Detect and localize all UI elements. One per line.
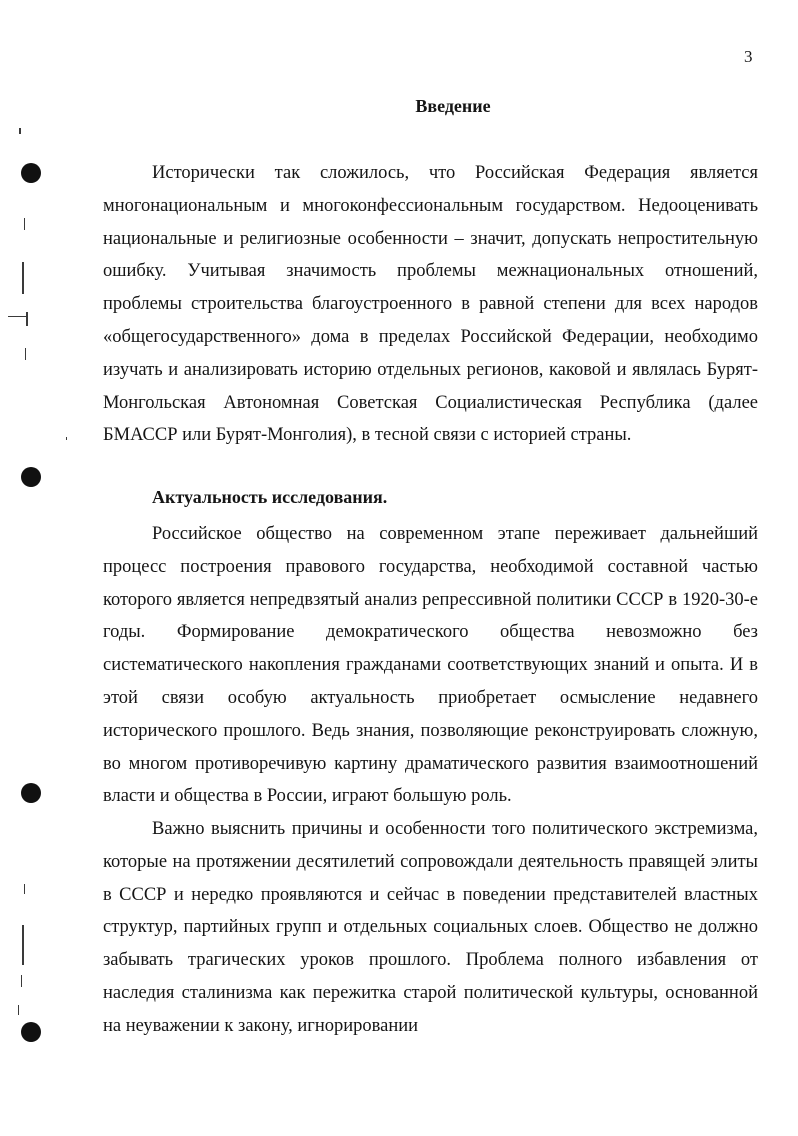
scan-mark — [22, 925, 24, 965]
page-title: Введение — [415, 96, 491, 116]
scan-mark — [21, 975, 22, 987]
scan-mark — [8, 316, 28, 317]
binding-hole — [21, 1022, 41, 1042]
binding-hole — [21, 163, 41, 183]
paragraph-relevance: Российское общество на современном этапе переживает дальнейший процесс построения правового государства, необходимой составной частью которого является непредвзятый анализ репрессивной политики СССР в 1920-30-е годы. Формирование демократического общества невозможно без систематического накопления гражданами соответствующих знаний и опыта. И в этой связи особую актуальность приобретает осмысление недавнего исторического прошлого. Ведь знания, позволяющие реконструировать сложную, во многом противоречивую картину драматического развития взаимоотношений власти и общества в России, играют большую роль. — [103, 524, 758, 807]
scan-mark — [19, 128, 21, 134]
scan-mark — [25, 348, 26, 360]
binding-hole — [21, 467, 41, 487]
paragraph-extremism: Важно выяснить причины и особенности того политического экстремизма, которые на протяжении десятилетий сопровождали деятельность правящей элиты в СССР и нередко проявляются и сейчас в поведении представителей властных структур, партийных групп и отдельных социальных слоев. Общество не должно забывать трагических уроков прошлого. Проблема полного избавления от наследия сталинизма как пережитка старой политической культуры, основанной на неуважении к закону, игнорировании — [103, 819, 758, 1036]
scan-mark — [24, 884, 25, 894]
scan-mark — [22, 262, 24, 294]
scan-mark — [24, 218, 25, 230]
paragraph-intro: Исторически так сложилось, что Российская Федерация является многонациональным и многоконфессиональным государством. Недооценивать национальные и религиозные особенности – значит, допускать непростительную ошибку. Учитывая значимость проблемы межнациональных отношений, проблемы строительства благоустроенного в равной степени для всех народов «общегосударственного» дома в пределах Российской Федерации, необходимо изучать и анализировать историю отдельных регионов, каковой и являлась Бурят-Монгольская Автономная Советская Социалистическая Республика (далее БМАССР или Бурят-Монголия), в тесной связи с историей страны. — [103, 163, 758, 446]
scan-mark — [18, 1005, 19, 1015]
binding-hole — [21, 783, 41, 803]
page-number: 3 — [744, 47, 753, 66]
subheading-relevance: Актуальность исследования. — [152, 487, 388, 507]
scan-mark — [26, 312, 28, 326]
scan-mark — [66, 437, 67, 440]
